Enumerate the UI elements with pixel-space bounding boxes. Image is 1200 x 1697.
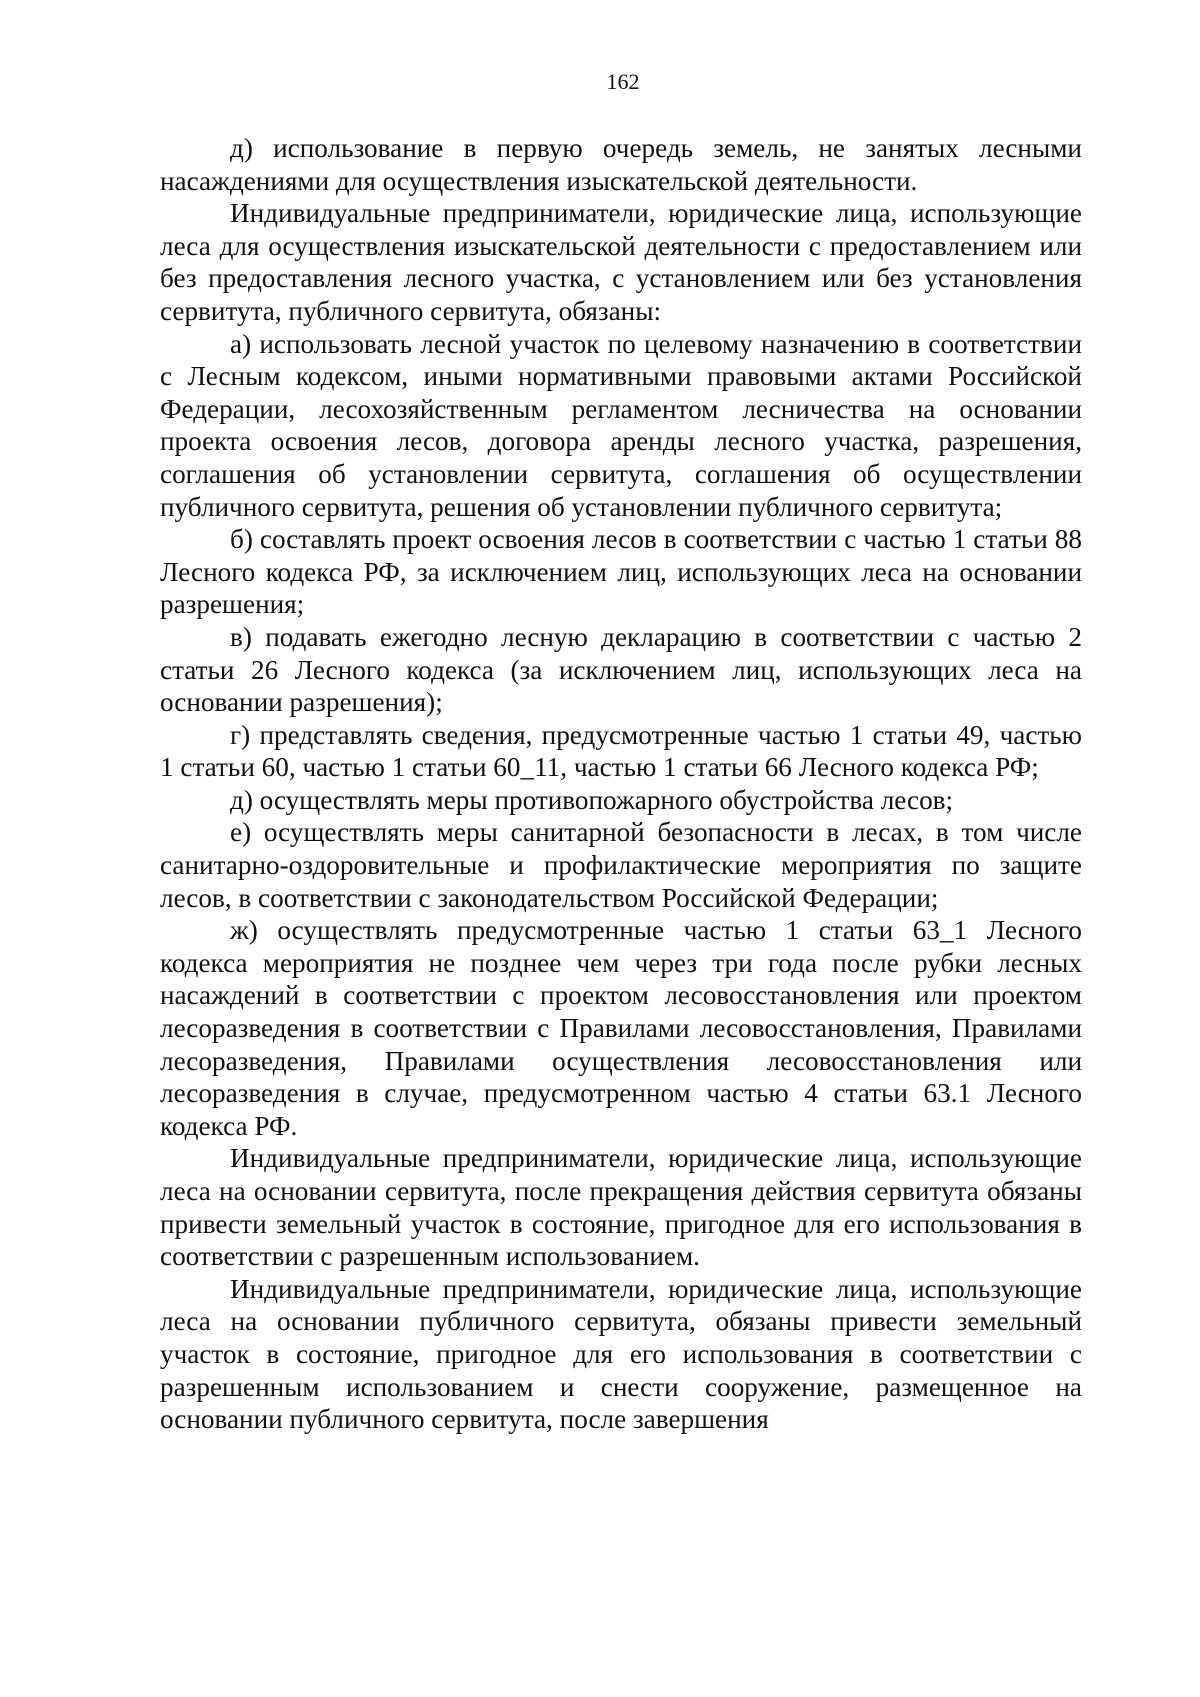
paragraph-item-d-fire: д) осуществлять меры противопожарного обустройства лесов;: [230, 784, 954, 815]
paragraph-item-v: в) подавать ежегодно лесную декларацию в соответствии с частью 2 статьи 26 Лесного кодекса (за исключением лиц, использующих леса на основании разрешения);: [160, 621, 1082, 718]
paragraph-item-d-land-use: д) использование в первую очередь земель, не занятых лесными насаждениями для осуществления изыскательской деятельности.: [160, 133, 1082, 196]
paragraph-obligations-intro: Индивидуальные предприниматели, юридические лица, использующие леса для осуществления изыскательской деятельности с предоставлением или без предоставления лесного участка, с установлением или без установления сервитута, публичного сервитута, обязаны:: [160, 198, 1082, 326]
paragraph-public-servitude: Индивидуальные предприниматели, юридические лица, использующие леса на основании публичного сервитута, обязаны привести земельный участок в состояние, пригодное для его использования в соответствии с разрешенным использованием и снести сооружение, размещенное на основании публичного сервитута, после завершения: [160, 1273, 1082, 1435]
paragraph-servitude: Индивидуальные предприниматели, юридические лица, использующие леса на основании сервитута, после прекращения действия сервитута обязаны привести земельный участок в состояние, пригодное для его использования в соответствии с разрешенным использованием.: [160, 1143, 1082, 1272]
paragraph-item-e: е) осуществлять меры санитарной безопасности в лесах, в том числе санитарно-оздоровительные и профилактические мероприятия по защите лесов, в соответствии с законодательством Российской Федерации;: [160, 817, 1082, 913]
page-number: 162: [606, 69, 640, 94]
paragraph-item-zh: ж) осуществлять предусмотренные частью 1 статьи 63_1 Лесного кодекса мероприятия не позднее чем через три года после рубки лесных насаждений в соответствии с проектом лесовосстановления или проектом лесоразведения в соответствии с Правилами лесовосстановления, Правилами лесоразведения, Правилами осуществления лесовосстановления или лесоразведения в случае, предусмотренном частью 4 статьи 63.1 Лесного кодекса РФ.: [160, 915, 1082, 1141]
paragraph-item-a: а) использовать лесной участок по целевому назначению в соответствии с Лесным кодексом, иными нормативными правовыми актами Российской Федерации, лесохозяйственным регламентом лесничества на основании проекта освоения лесов, договора аренды лесного участка, разрешения, соглашения об установлении сервитута, соглашения об осуществлении публичного сервитута, решения об установлении публичного сервитута;: [160, 328, 1082, 522]
paragraph-item-b: б) составлять проект освоения лесов в соответствии с частью 1 статьи 88 Лесного кодекса РФ, за исключением лиц, использующих леса на основании разрешения;: [160, 524, 1082, 620]
paragraph-item-g: г) представлять сведения, предусмотренные частью 1 статьи 49, частью 1 статьи 60, частью 1 статьи 60_11, частью 1 статьи 66 Лесного кодекса РФ;: [160, 719, 1082, 783]
